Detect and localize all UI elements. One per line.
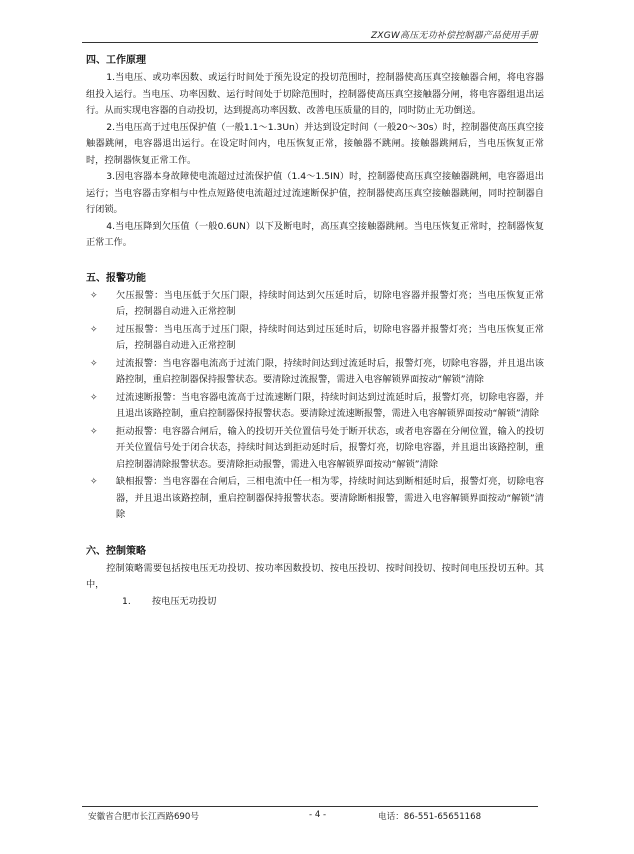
section-4-paragraph-1: 1.当电压、或功率因数、或运行时间处于预先设定的投切范围时，控制器使高压真空接触器合闸，将电容器组投入运行。当电压、功率因数、运行时间处于切除范围时，控制器使高压真空接触器分闸，将电容器组退出运行。从而实现电容器的自动投切，达到提高功率因数、改善电压质量的目的，同时防止无功倒送。: [86, 72, 544, 116]
header-title: ZXGW高压无功补偿控制器产品使用手册: [370, 31, 538, 41]
alarm-item-text: 欠压报警：当电压低于欠压门限，持续时间达到欠压延时后，切除电容器并报警灯亮；当电压恢复正常后，控制器自动进入正常控制: [116, 289, 544, 317]
section-4-title: 四、工作原理: [86, 55, 146, 66]
alarm-item-phase-loss: [86, 474, 544, 524]
strategy-list-item: [122, 594, 544, 611]
alarm-item-refuse-action: [86, 424, 544, 474]
list-number: 1.: [122, 595, 131, 607]
page-content: [86, 52, 544, 610]
spacer: [86, 525, 544, 543]
alarm-item-text: 过压报警：当电压高于过压门限，持续时间达到过压延时后，切除电容器并报警灯亮；当电压恢复正常后，控制器自动进入正常控制: [116, 323, 544, 351]
footer-phone: 电话：86-551-65651168: [378, 812, 482, 822]
alarm-item-undervoltage: [86, 288, 544, 321]
diamond-bullet-icon: ✧: [90, 324, 98, 335]
section-4-paragraph-4: 4.当电压降到欠压值（一般0.6UN）以下及断电时，高压真空接触器跳闸。当电压恢复正常时，控制器恢复正常工作。: [86, 220, 544, 248]
alarm-item-overvoltage: [86, 322, 544, 355]
alarm-item-overcurrent: [86, 356, 544, 389]
diamond-bullet-icon: ✧: [90, 477, 98, 487]
header-divider: [82, 42, 538, 43]
spacer: [86, 252, 544, 270]
alarm-item-text: 过流报警：当电容器电流高于过流门限，持续时间达到过流延时后，报警灯亮，切除电容器，并且退出该路控制，重启控制器保持报警状态。要清除过流报警，需进入电容解锁界面按动“解锁”清除: [116, 357, 544, 385]
section-6-intro: 控制策略需要包括按电压无功投切、按功率因数投切、按电压投切、按时间投切、按时间电压投切五种。其中，: [86, 562, 544, 590]
alarm-item-overcurrent-quick-break: [86, 390, 544, 423]
page-number: - 4 -: [309, 810, 327, 820]
section-4-paragraph-2: 2.当电压高于过电压保护值（一般1.1～1.3Un）并达到设定时间（一般20～30s）时，控制器使高压真空接触器跳闸，电容器退出运行。在设定时间内，电压恢复正常，接触器不跳闸。接触器跳闸后，当电压恢复正常时，控制器恢复正常工作。: [86, 121, 544, 166]
diamond-bullet-icon: ✧: [90, 358, 98, 369]
section-6-title: 六、控制策略: [86, 545, 146, 557]
footer-divider: [82, 806, 538, 807]
alarm-item-text: 过流速断报警：当电容器电流高于过流速断门限，持续时间达到过流延时后，报警灯亮，切除电容器，并且退出该路控制，重启控制器保持报警状态。要清除过流速断报警，需进入电容解锁界面按动“解锁”清除: [116, 391, 544, 419]
diamond-bullet-icon: ✧: [90, 290, 98, 301]
footer-address: 安徽省合肥市长江西路690号: [88, 812, 199, 822]
section-5-title: 五、报警功能: [86, 272, 146, 284]
diamond-bullet-icon: ✧: [90, 392, 98, 403]
diamond-bullet-icon: ✧: [90, 426, 98, 437]
alarm-item-text: 拒动报警：电容器合闸后，输入的投切开关位置信号处于断开状态，或者电容器在分闸位置，输入的投切开关位置信号处于闭合状态，持续时间达到拒动延时后，报警灯亮，切除电容器，并且退出该路控制，重启控制器清除报警状态。要清除拒动报警，需进入电容解锁界面按动“解锁”清除: [116, 425, 544, 470]
list-item-label: 按电压无功投切: [152, 595, 217, 607]
alarm-item-text: 缺相报警：当电容器在合闸后，三相电流中任一相为零，持续时间达到断相延时后，报警灯亮，切除电容器，并且退出该路控制，重启控制器保持报警状态。要清除断相报警，需进入电容解锁界面按动“解锁”清除: [116, 476, 544, 520]
section-4-paragraph-3: 3.因电容器本身故障使电流超过过流保护值（1.4～1.5IN）时，控制器使高压真空接触器跳闸，电容器退出运行；当电容器击穿相与中性点短路使电流超过过流速断保护值，控制器使高压真空接触器跳闸，同时控制器自行闭锁。: [86, 171, 544, 215]
